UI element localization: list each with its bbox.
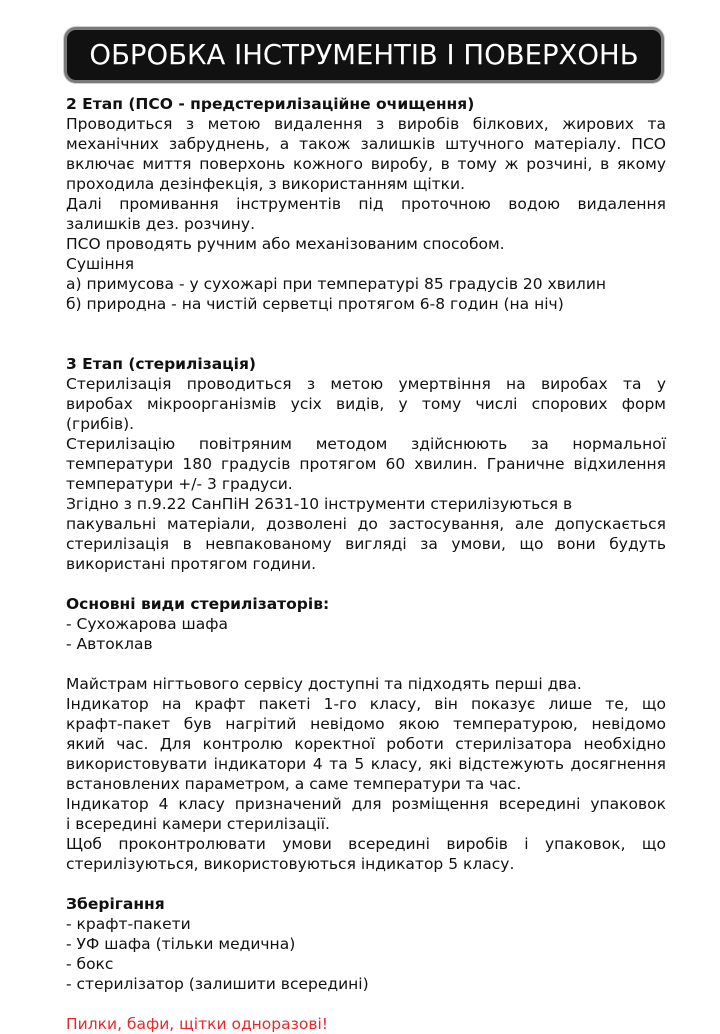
text-line: Далі промивання інструментів під проточною водою видалення bbox=[66, 195, 666, 213]
text-line: встановлених параметром, а саме температури та час. bbox=[66, 775, 522, 793]
text-line: Стерилізація проводиться з метою умертвіння на виробах та у bbox=[66, 375, 666, 393]
text-line: температури +/- 3 градуси. bbox=[66, 475, 293, 493]
text-line: крафт-пакет був нагрітий невідомо якою температурою, невідомо bbox=[66, 715, 666, 733]
document-body bbox=[66, 94, 666, 1034]
text-line: а) примусова - у сухожарі при температурі 85 градусів 20 хвилин bbox=[66, 275, 607, 293]
text-line: ПСО проводять ручним або механізованим способом. bbox=[66, 235, 505, 253]
text-line: виробах мікроорганізмів усіх видів, у тому числі спорових форм bbox=[66, 395, 666, 413]
text-line: залишків дез. розчину. bbox=[66, 215, 256, 233]
stage2-heading: 2 Етап (ПСО - предстерилізаційне очищення) bbox=[66, 95, 475, 113]
text-line: стерилізуються, використовуються індикатор 5 класу. bbox=[66, 855, 515, 873]
text-line: пакувальні матеріали, дозволені до застосування, але допускається bbox=[66, 515, 666, 533]
text-line: Щоб проконтролювати умови всередині виробів і упаковок, що bbox=[66, 835, 666, 853]
text-line: Індикатор на крафт пакеті 1-го класу, він показує лише те, що bbox=[66, 695, 666, 713]
text-line: механічних забруднень, а також залишків штучного матеріалу. ПСО bbox=[66, 135, 666, 153]
list-item: - УФ шафа (тільки медична) bbox=[66, 935, 296, 953]
indicators-section bbox=[66, 674, 666, 874]
text-line: який час. Для контролю коректної роботи стерилізатора необхідно bbox=[66, 735, 666, 753]
stage3-section bbox=[66, 354, 666, 574]
page-title: ОБРОБКА ІНСТРУМЕНТІВ І ПОВЕРХОНЬ bbox=[89, 39, 639, 71]
sterilizers-heading: Основні види стерилізаторів: bbox=[66, 595, 330, 613]
text-line: і всередині камери стерилізації. bbox=[66, 815, 330, 833]
text-line: б) природна - на чистій серветці протягом 6-8 годин (на ніч) bbox=[66, 295, 564, 313]
text-line: Проводиться з метою видалення з виробів білкових, жирових та bbox=[66, 115, 666, 133]
text-line: температури 180 градусів протягом 60 хвилин. Граничне відхилення bbox=[66, 455, 666, 473]
text-line: Сушіння bbox=[66, 255, 135, 273]
text-line: використані протягом години. bbox=[66, 555, 316, 573]
list-item: - Автоклав bbox=[66, 635, 153, 653]
text-line: включає миття поверхонь кожного виробу, в тому ж розчині, в якому bbox=[66, 155, 666, 173]
list-item: - Сухожарова шафа bbox=[66, 615, 228, 633]
list-item: - крафт-пакети bbox=[66, 915, 191, 933]
text-line: Індикатор 4 класу призначений для розміщення всередині упаковок bbox=[66, 795, 666, 813]
list-item: - стерилізатор (залишити всередині) bbox=[66, 975, 369, 993]
stage3-heading: 3 Етап (стерилізація) bbox=[66, 355, 257, 373]
storage-heading: Зберігання bbox=[66, 895, 165, 913]
text-line: проходила дезінфекція, з використанням щітки. bbox=[66, 175, 466, 193]
warning-note: Пилки, бафи, щітки одноразові! bbox=[66, 1015, 328, 1033]
sterilizers-section bbox=[66, 594, 666, 654]
storage-section bbox=[66, 894, 666, 994]
text-line: Майстрам нігтьового сервісу доступні та підходять перші два. bbox=[66, 675, 582, 693]
title-banner bbox=[64, 27, 664, 83]
text-line: використовувати індикатори 4 та 5 класу, які відстежують досягнення bbox=[66, 755, 666, 773]
list-item: - бокс bbox=[66, 955, 114, 973]
text-line: стерилізація в невпакованому вигляді за умови, що вони будуть bbox=[66, 535, 666, 553]
stage2-section bbox=[66, 94, 666, 314]
text-line: Згідно з п.9.22 СанПіН 2631-10 інструменти стерилізуються в bbox=[66, 495, 573, 513]
text-line: Стерилізацію повітряним методом здійснюють за нормальної bbox=[66, 435, 666, 453]
text-line: (грибів). bbox=[66, 415, 135, 433]
